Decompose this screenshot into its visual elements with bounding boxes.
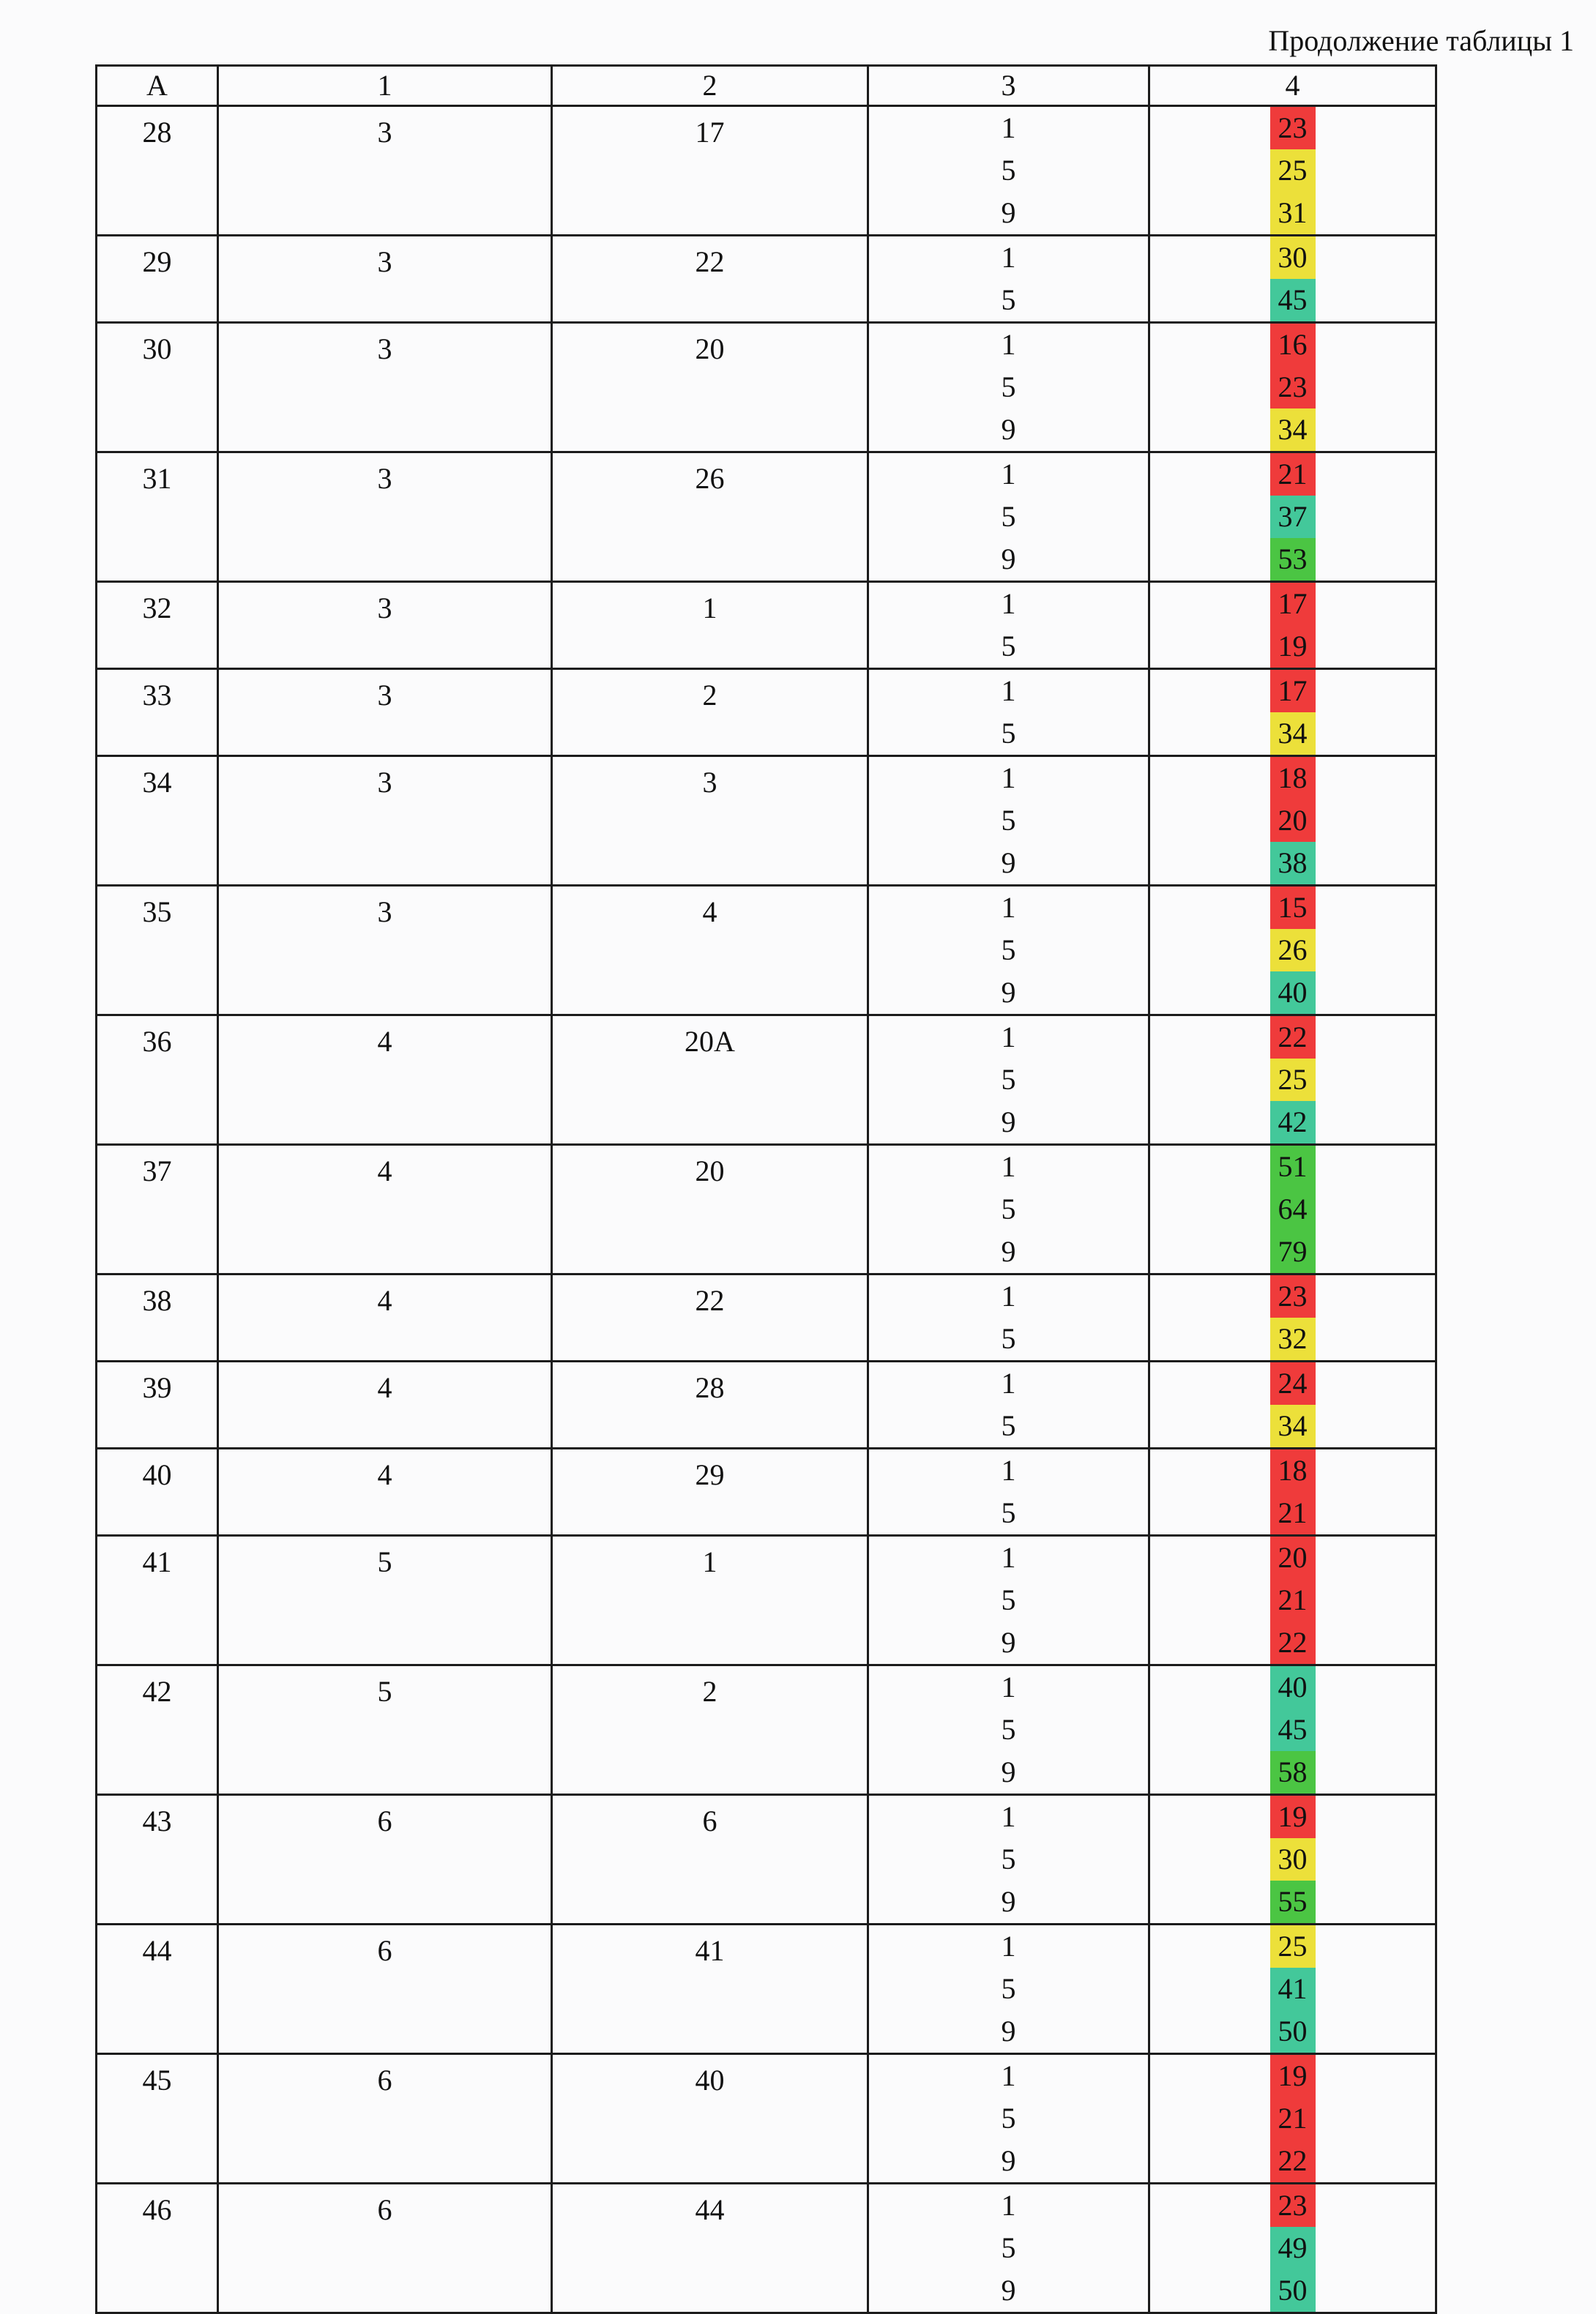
cell-3-line: 1 — [1001, 1930, 1016, 1963]
cell-3-line: 1 — [1001, 761, 1016, 794]
cell-1 — [218, 1362, 552, 1449]
cell-a — [97, 669, 218, 756]
cell-1-value: 3 — [377, 462, 392, 495]
cell-3-line: 5 — [1001, 283, 1016, 316]
cell-2-value: 20 — [695, 1154, 725, 1187]
header-cell-1: 1 — [218, 66, 552, 106]
cell-3 — [868, 1362, 1149, 1449]
table-row — [97, 2184, 1436, 2313]
cell-4 — [1149, 2184, 1436, 2313]
cell-1-value: 3 — [377, 116, 392, 149]
cell-2 — [552, 1449, 868, 1536]
header-cell-3: 3 — [868, 66, 1149, 106]
colored-value: 34 — [1270, 408, 1316, 451]
cell-2 — [552, 1274, 868, 1362]
row-number: 28 — [142, 116, 172, 149]
cell-2 — [552, 2054, 868, 2184]
cell-3-line: 9 — [1001, 1235, 1016, 1268]
cell-1 — [218, 1015, 552, 1145]
cell-3 — [868, 2184, 1149, 2313]
cell-2-value: 1 — [702, 591, 717, 624]
table-row — [97, 1449, 1436, 1536]
cell-1-value: 3 — [377, 766, 392, 799]
cell-1 — [218, 2184, 552, 2313]
cell-2-value: 6 — [702, 1804, 717, 1837]
row-number: 41 — [142, 1545, 172, 1578]
table-row — [97, 1795, 1436, 1925]
cell-1 — [218, 452, 552, 582]
table-row — [97, 323, 1436, 452]
cell-2-value: 41 — [695, 1934, 725, 1967]
cell-2 — [552, 582, 868, 669]
cell-2-value: 26 — [695, 462, 725, 495]
cell-3-line: 5 — [1001, 154, 1016, 187]
cell-3 — [868, 106, 1149, 236]
cell-1 — [218, 1795, 552, 1925]
cell-4 — [1149, 236, 1436, 323]
cell-1 — [218, 1925, 552, 2054]
colored-value: 21 — [1270, 1492, 1316, 1534]
cell-1-value: 4 — [377, 1154, 392, 1187]
colored-value: 23 — [1270, 1275, 1316, 1318]
table-row — [97, 106, 1436, 236]
colored-value: 45 — [1270, 1709, 1316, 1751]
table-row — [97, 1925, 1436, 2054]
cell-3-line: 9 — [1001, 1626, 1016, 1659]
cell-3-line: 1 — [1001, 1541, 1016, 1574]
cell-3-line: 9 — [1001, 2274, 1016, 2307]
cell-4 — [1149, 1015, 1436, 1145]
cell-a — [97, 1449, 218, 1536]
colored-value: 22 — [1270, 2140, 1316, 2182]
cell-1 — [218, 1274, 552, 1362]
cell-2 — [552, 106, 868, 236]
colored-value: 45 — [1270, 279, 1316, 321]
cell-2-value: 44 — [695, 2193, 725, 2226]
cell-2-value: 20 — [695, 332, 725, 365]
table-row — [97, 886, 1436, 1015]
cell-2 — [552, 1015, 868, 1145]
cell-3-line: 1 — [1001, 1454, 1016, 1487]
table-row — [97, 452, 1436, 582]
colored-value: 42 — [1270, 1101, 1316, 1143]
table-row — [97, 1274, 1436, 1362]
cell-1 — [218, 1449, 552, 1536]
colored-value: 31 — [1270, 192, 1316, 234]
cell-3-line: 5 — [1001, 630, 1016, 663]
cell-1-value: 4 — [377, 1025, 392, 1058]
colored-value: 15 — [1270, 887, 1316, 929]
cell-4 — [1149, 452, 1436, 582]
cell-a — [97, 1274, 218, 1362]
cell-3-line: 5 — [1001, 804, 1016, 837]
cell-1 — [218, 1536, 552, 1665]
table-row — [97, 669, 1436, 756]
colored-value: 18 — [1270, 1449, 1316, 1492]
colored-value: 30 — [1270, 236, 1316, 279]
row-number: 38 — [142, 1284, 172, 1317]
cell-2-value: 20А — [685, 1025, 735, 1058]
cell-1 — [218, 1665, 552, 1795]
colored-value: 21 — [1270, 1579, 1316, 1621]
colored-value: 23 — [1270, 2184, 1316, 2227]
row-number: 40 — [142, 1458, 172, 1491]
cell-3-line: 5 — [1001, 2102, 1016, 2135]
cell-a — [97, 452, 218, 582]
cell-3-line: 5 — [1001, 717, 1016, 750]
cell-3-line: 1 — [1001, 1280, 1016, 1313]
colored-value: 23 — [1270, 366, 1316, 408]
row-number: 42 — [142, 1675, 172, 1708]
colored-value: 58 — [1270, 1751, 1316, 1794]
colored-value: 32 — [1270, 1318, 1316, 1360]
cell-1-value: 4 — [377, 1371, 392, 1404]
table-row — [97, 582, 1436, 669]
colored-value: 49 — [1270, 2227, 1316, 2269]
cell-3-line: 1 — [1001, 891, 1016, 924]
cell-3-line: 5 — [1001, 933, 1016, 966]
cell-3 — [868, 669, 1149, 756]
cell-3 — [868, 756, 1149, 886]
cell-3-line: 5 — [1001, 1843, 1016, 1876]
cell-a — [97, 1665, 218, 1795]
cell-3-line: 5 — [1001, 1193, 1016, 1225]
cell-3 — [868, 1274, 1149, 1362]
cell-a — [97, 1015, 218, 1145]
cell-1 — [218, 2054, 552, 2184]
colored-value: 20 — [1270, 1537, 1316, 1579]
table-row — [97, 2054, 1436, 2184]
colored-value: 50 — [1270, 2010, 1316, 2053]
cell-a — [97, 1145, 218, 1274]
cell-4 — [1149, 1925, 1436, 2054]
cell-3-line: 1 — [1001, 1800, 1016, 1833]
cell-3 — [868, 2054, 1149, 2184]
cell-3-line: 5 — [1001, 500, 1016, 533]
table-caption: Продолжение таблицы 1 — [1268, 24, 1574, 57]
cell-3-line: 5 — [1001, 370, 1016, 403]
cell-4 — [1149, 1536, 1436, 1665]
cell-3-line: 1 — [1001, 2059, 1016, 2092]
cell-1 — [218, 106, 552, 236]
cell-2 — [552, 452, 868, 582]
row-number: 30 — [142, 332, 172, 365]
data-table — [95, 64, 1437, 2314]
colored-value: 25 — [1270, 149, 1316, 192]
cell-1-value: 5 — [377, 1545, 392, 1578]
cell-2 — [552, 2184, 868, 2313]
cell-3-line: 9 — [1001, 1755, 1016, 1788]
cell-2 — [552, 323, 868, 452]
cell-3-line: 5 — [1001, 2231, 1016, 2264]
cell-3 — [868, 1665, 1149, 1795]
cell-1-value: 3 — [377, 895, 392, 928]
cell-2-value: 3 — [702, 766, 717, 799]
cell-4 — [1149, 669, 1436, 756]
cell-3 — [868, 1449, 1149, 1536]
colored-value: 17 — [1270, 583, 1316, 625]
cell-3-line: 5 — [1001, 1063, 1016, 1096]
cell-3-line: 1 — [1001, 2189, 1016, 2222]
row-number: 33 — [142, 679, 172, 712]
cell-2 — [552, 1362, 868, 1449]
cell-4 — [1149, 2054, 1436, 2184]
cell-2 — [552, 236, 868, 323]
row-number: 32 — [142, 591, 172, 624]
cell-3-line: 9 — [1001, 196, 1016, 229]
cell-4 — [1149, 1795, 1436, 1925]
cell-2 — [552, 886, 868, 1015]
colored-value: 23 — [1270, 107, 1316, 149]
colored-value: 53 — [1270, 538, 1316, 581]
cell-2-value: 22 — [695, 1284, 725, 1317]
row-number: 35 — [142, 895, 172, 928]
cell-1 — [218, 236, 552, 323]
cell-3-line: 9 — [1001, 2144, 1016, 2177]
cell-a — [97, 756, 218, 886]
cell-3 — [868, 582, 1149, 669]
cell-3-line: 9 — [1001, 1105, 1016, 1138]
colored-value: 79 — [1270, 1231, 1316, 1273]
cell-1 — [218, 323, 552, 452]
row-number: 43 — [142, 1804, 172, 1837]
cell-4 — [1149, 106, 1436, 236]
cell-4 — [1149, 1449, 1436, 1536]
table-row — [97, 1362, 1436, 1449]
colored-value: 16 — [1270, 324, 1316, 366]
table-row — [97, 1665, 1436, 1795]
cell-2-value: 2 — [702, 1675, 717, 1708]
table-row — [97, 756, 1436, 886]
cell-1-value: 4 — [377, 1458, 392, 1491]
cell-a — [97, 236, 218, 323]
cell-3 — [868, 236, 1149, 323]
cell-3-line: 5 — [1001, 1713, 1016, 1746]
cell-3-line: 1 — [1001, 1150, 1016, 1183]
row-number: 37 — [142, 1154, 172, 1187]
cell-3-line: 5 — [1001, 1322, 1016, 1355]
cell-3-line: 9 — [1001, 976, 1016, 1009]
cell-4 — [1149, 1362, 1436, 1449]
cell-3-line: 5 — [1001, 1409, 1016, 1442]
cell-2 — [552, 1665, 868, 1795]
cell-4 — [1149, 1145, 1436, 1274]
cell-2-value: 17 — [695, 116, 725, 149]
colored-value: 34 — [1270, 712, 1316, 755]
cell-1-value: 3 — [377, 679, 392, 712]
table-row — [97, 1015, 1436, 1145]
cell-3 — [868, 1536, 1149, 1665]
cell-2-value: 29 — [695, 1458, 725, 1491]
colored-value: 25 — [1270, 1059, 1316, 1101]
table-row — [97, 236, 1436, 323]
row-number: 31 — [142, 462, 172, 495]
cell-2 — [552, 669, 868, 756]
colored-value: 19 — [1270, 1796, 1316, 1838]
cell-3-line: 9 — [1001, 2015, 1016, 2048]
cell-a — [97, 106, 218, 236]
colored-value: 19 — [1270, 625, 1316, 668]
cell-4 — [1149, 1274, 1436, 1362]
cell-4 — [1149, 886, 1436, 1015]
cell-3 — [868, 452, 1149, 582]
colored-value: 25 — [1270, 1925, 1316, 1968]
cell-a — [97, 323, 218, 452]
cell-a — [97, 1925, 218, 2054]
cell-3 — [868, 1145, 1149, 1274]
cell-2-value: 4 — [702, 895, 717, 928]
cell-3-line: 1 — [1001, 587, 1016, 620]
cell-3-line: 1 — [1001, 1671, 1016, 1703]
cell-4 — [1149, 582, 1436, 669]
cell-a — [97, 886, 218, 1015]
colored-value: 17 — [1270, 670, 1316, 712]
cell-a — [97, 582, 218, 669]
cell-4 — [1149, 756, 1436, 886]
cell-1-value: 6 — [377, 2193, 392, 2226]
colored-value: 22 — [1270, 1016, 1316, 1059]
cell-2 — [552, 1145, 868, 1274]
row-number: 39 — [142, 1371, 172, 1404]
row-number: 46 — [142, 2193, 172, 2226]
row-number: 45 — [142, 2064, 172, 2097]
cell-3-line: 9 — [1001, 542, 1016, 575]
cell-3-line: 1 — [1001, 241, 1016, 274]
header-cell-2: 2 — [552, 66, 868, 106]
cell-1-value: 6 — [377, 2064, 392, 2097]
cell-a — [97, 2184, 218, 2313]
colored-value: 64 — [1270, 1188, 1316, 1231]
colored-value: 26 — [1270, 929, 1316, 971]
colored-value: 55 — [1270, 1881, 1316, 1923]
colored-value: 51 — [1270, 1146, 1316, 1188]
cell-3-line: 1 — [1001, 328, 1016, 361]
cell-2 — [552, 1925, 868, 2054]
cell-3-line: 9 — [1001, 413, 1016, 446]
cell-a — [97, 2054, 218, 2184]
colored-value: 41 — [1270, 1968, 1316, 2010]
cell-3-line: 9 — [1001, 1885, 1016, 1918]
header-cell-a: А — [97, 66, 218, 106]
cell-3 — [868, 1795, 1149, 1925]
cell-3-line: 1 — [1001, 674, 1016, 707]
colored-value: 37 — [1270, 496, 1316, 538]
cell-1-value: 5 — [377, 1675, 392, 1708]
row-number: 36 — [142, 1025, 172, 1058]
cell-1 — [218, 756, 552, 886]
cell-3-line: 9 — [1001, 846, 1016, 879]
cell-3-line: 1 — [1001, 111, 1016, 144]
cell-a — [97, 1536, 218, 1665]
cell-3 — [868, 1925, 1149, 2054]
header-row — [97, 66, 1436, 106]
cell-a — [97, 1795, 218, 1925]
colored-value: 40 — [1270, 1666, 1316, 1709]
cell-2 — [552, 1795, 868, 1925]
cell-1 — [218, 1145, 552, 1274]
cell-4 — [1149, 1665, 1436, 1795]
cell-3 — [868, 323, 1149, 452]
colored-value: 50 — [1270, 2269, 1316, 2312]
row-number: 34 — [142, 766, 172, 799]
cell-3-line: 5 — [1001, 1583, 1016, 1616]
cell-a — [97, 1362, 218, 1449]
cell-1 — [218, 669, 552, 756]
colored-value: 34 — [1270, 1405, 1316, 1447]
colored-value: 21 — [1270, 2097, 1316, 2140]
cell-3-line: 5 — [1001, 1496, 1016, 1529]
cell-1-value: 3 — [377, 332, 392, 365]
colored-value: 21 — [1270, 453, 1316, 496]
cell-4 — [1149, 323, 1436, 452]
cell-2-value: 2 — [702, 679, 717, 712]
colored-value: 20 — [1270, 799, 1316, 842]
table-row — [97, 1536, 1436, 1665]
cell-1 — [218, 582, 552, 669]
cell-2-value: 1 — [702, 1545, 717, 1578]
row-number: 44 — [142, 1934, 172, 1967]
table-row — [97, 1145, 1436, 1274]
cell-2 — [552, 1536, 868, 1665]
colored-value: 24 — [1270, 1362, 1316, 1405]
cell-3-line: 1 — [1001, 1020, 1016, 1053]
colored-value: 30 — [1270, 1838, 1316, 1881]
cell-1-value: 3 — [377, 245, 392, 278]
cell-1-value: 6 — [377, 1804, 392, 1837]
cell-3-line: 1 — [1001, 1367, 1016, 1400]
cell-3 — [868, 886, 1149, 1015]
colored-value: 18 — [1270, 757, 1316, 799]
cell-3-line: 1 — [1001, 458, 1016, 490]
cell-2-value: 28 — [695, 1371, 725, 1404]
cell-3 — [868, 1015, 1149, 1145]
cell-2-value: 22 — [695, 245, 725, 278]
colored-value: 40 — [1270, 971, 1316, 1014]
colored-value: 38 — [1270, 842, 1316, 884]
header-cell-4: 4 — [1149, 66, 1436, 106]
cell-1 — [218, 886, 552, 1015]
cell-1-value: 3 — [377, 591, 392, 624]
colored-value: 22 — [1270, 1621, 1316, 1664]
colored-value: 19 — [1270, 2055, 1316, 2097]
row-number: 29 — [142, 245, 172, 278]
cell-2 — [552, 756, 868, 886]
cell-1-value: 4 — [377, 1284, 392, 1317]
cell-1-value: 6 — [377, 1934, 392, 1967]
cell-2-value: 40 — [695, 2064, 725, 2097]
cell-3-line: 5 — [1001, 1972, 1016, 2005]
